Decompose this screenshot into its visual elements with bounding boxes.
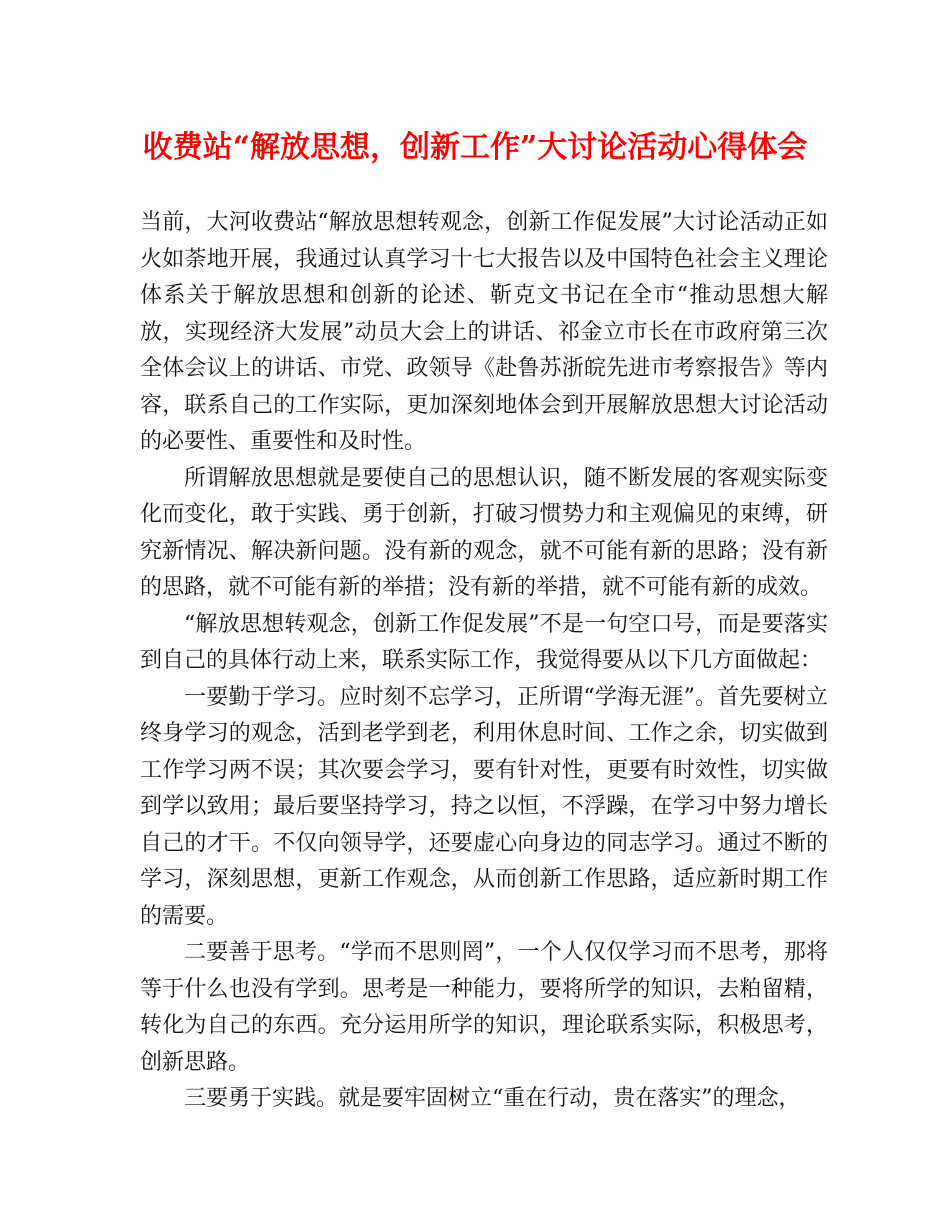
paragraph-3: “解放思想转观念，创新工作促发展”不是一句空口号，而是要落实到自己的具体行动上来，联系实际工作，我觉得要从以下几方面做起： — [140, 611, 828, 673]
document-body — [140, 205, 828, 1118]
paragraph-4: 一要勤于学习。应时刻不忘学习，正所谓“学海无涯”。首先要树立终身学习的观念，活到老学到老，利用休息时间、工作之余，切实做到工作学习两不误；其次要会学习，要有针对性，更要有时效性，切实做到学以致用；最后要坚持学习，持之以恒，不浮躁，在学习中努力增长自己的才干。不仅向领导学，还要虚心向身边的同志学习。通过不断的学习，深刻思想，更新工作观念，从而创新工作思路，适应新时期工作的需要。 — [140, 684, 828, 929]
paragraph-1: 当前，大河收费站“解放思想转观念，创新工作促发展”大讨论活动正如火如荼地开展，我通过认真学习十七大报告以及中国特色社会主义理论体系关于解放思想和创新的论述、靳克文书记在全市“推动思想大解放，实现经济大发展”动员大会上的讲话、祁金立市长在市政府第三次全体会议上的讲话、市党、政领导《赴鲁苏浙皖先进市考察报告》等内容，联系自己的工作实际，更加深刻地体会到开展解放思想大讨论活动的必要性、重要性和及时性。 — [140, 210, 828, 454]
document-title: 收费站“解放思想，创新工作”大讨论活动心得体会 — [142, 130, 808, 165]
paragraph-6: 三要勇于实践。就是要牢固树立“重在行动，贵在落实”的理念， — [184, 1086, 801, 1111]
paragraph-2: 所谓解放思想就是要使自己的思想认识，随不断发展的客观实际变化而变化，敢于实践、勇于创新，打破习惯势力和主观偏见的束缚，研究新情况、解决新问题。没有新的观念，就不可能有新的思路；没有新的思路，就不可能有新的举措；没有新的举措，就不可能有新的成效。 — [140, 465, 828, 600]
paragraph-5: 二要善于思考。“学而不思则罔”，一个人仅仅学习而不思考，那将等于什么也没有学到。思考是一种能力，要将所学的知识，去粕留精，转化为自己的东西。充分运用所学的知识，理论联系实际，积极思考，创新思路。 — [140, 940, 828, 1075]
